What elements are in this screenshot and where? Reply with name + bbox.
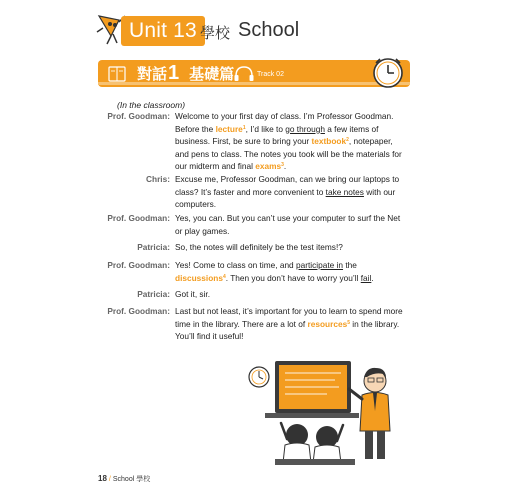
speech-text: Welcome to your first day of class. I’m Professor Goodman. Before the lecture$^1$, I’d like to go through a few items of business. First, be sure to bring your textbook$^2$, notepaper, and pens to class. The notes you took will be the materials for our midterm and final exams$^3$. [175, 111, 402, 172]
phrase-underlined: take notes [325, 186, 364, 197]
vocab-keyword: lecture$^1$ [215, 123, 246, 134]
vocab-keyword: resources$^5$ [307, 318, 350, 329]
speaker-name: Prof. Goodman: [107, 111, 170, 121]
vocab-keyword: discussions$^4$ [175, 272, 226, 283]
footer-section-zh: 學校 [136, 476, 151, 483]
unit-title-english: School [238, 19, 300, 41]
desk [275, 459, 355, 465]
speaker-name: Chris: [146, 174, 170, 184]
speech-text: So, the notes will definitely be the test items!? [175, 242, 343, 252]
track-number: Track 02 [257, 71, 284, 78]
classroom-illustration [245, 355, 415, 467]
cd-headphones-icon [233, 64, 255, 84]
vocab-keyword: textbook$^2$ [311, 136, 349, 147]
vocab-keyword: exams$^3$ [255, 161, 284, 172]
speech-text: Yes, you can. But you can’t use your computer to surf the Net or play games. [175, 213, 401, 236]
vocab-number: 3 [281, 162, 284, 169]
phrase-underlined: fail [360, 272, 372, 283]
speaker-name: Patricia: [137, 289, 170, 299]
page-number: 18 [98, 474, 107, 483]
speech-text: Got it, sir. [175, 289, 211, 299]
speaker-name: Patricia: [137, 242, 170, 252]
speech-text: Excuse me, Professor Goodman, can we bring our laptops to class? It’s faster and more convenient to take notes with our computers. [175, 174, 400, 210]
vocab-number: 5 [347, 319, 350, 326]
vocab-number: 2 [346, 137, 349, 144]
dialogue-title [137, 63, 234, 85]
speech-text: Last but not least, it’s important for you to learn to spend more time in the library. There are a lot of resources$^5$ in the library. You’ll find it useful! [175, 306, 403, 342]
speech-text: Yes! Come to class on time, and participate in the discussions$^4$. Then you don’t have to worry you’ll fail. [175, 260, 374, 283]
speaker-name: Prof. Goodman: [107, 260, 170, 270]
scene-context: (In the classroom) [117, 100, 186, 110]
dialogue-subtitle: 基礎篇 [189, 66, 235, 83]
dialogue-number: 1 [168, 62, 180, 84]
alarm-clock-icon [371, 55, 405, 89]
vocab-number: 1 [242, 124, 246, 131]
speaker-name: Prof. Goodman: [107, 213, 170, 223]
book-icon [107, 64, 127, 84]
cd-label: CD [240, 75, 248, 81]
vocab-number: 4 [222, 273, 226, 280]
speaker-name: Prof. Goodman: [107, 306, 170, 316]
phrase-underlined: participate in [295, 260, 344, 270]
phrase-underlined: go through [285, 123, 325, 134]
unit-number: Unit 13 [121, 16, 205, 46]
unit-title-chinese: 學校 [200, 25, 231, 42]
footer-section-en: School [112, 476, 135, 483]
page-footer: 18 / School 學校 [98, 474, 151, 483]
dialogue-label: 對話 [137, 66, 168, 83]
